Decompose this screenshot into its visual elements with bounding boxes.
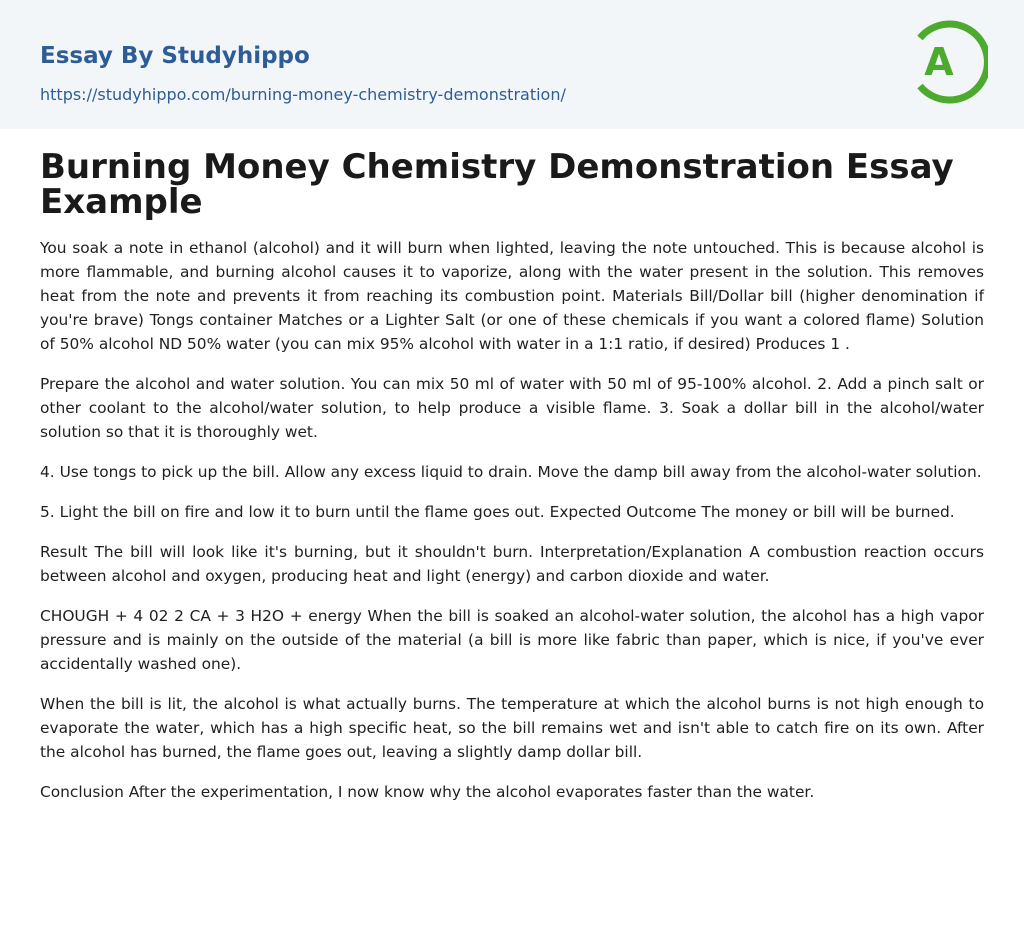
paragraph: You soak a note in ethanol (alcohol) and it will burn when lighted, leaving the note untouched. This is because alcohol is more flammable, and burning alcohol causes it to vaporize, along with the water present in the solution. This removes heat from the note and prevents it from reaching its combustion point. Materials Bill/Dollar bill (higher denomination if you're brave) Tongs container Matches or a Lighter Salt (or one of these chemicals if you want a colored flame) Solution of 50% alcohol ND 50% water (you can mix 95% alcohol with water in a 1:1 ratio, if desired) Produces 1 . (40, 239, 984, 353)
site-brand[interactable]: Essay By Studyhippo (40, 43, 310, 69)
studyhippo-logo[interactable] (912, 18, 988, 106)
paragraph: CHOUGH + 4 02 2 CA + 3 H2O + energy When the bill is soaked an alcohol-water solution, the alcohol has a high vapor pressure and is mainly on the outside of the material (a bill is more like fabric than paper, which is nice, if you've ever accidentally washed one). (40, 607, 984, 673)
logo-letter: A (924, 40, 954, 84)
paragraph: When the bill is lit, the alcohol is what actually burns. The temperature at which the alcohol burns is not high enough to evaporate the water, which has a high specific heat, so the bill remains wet and isn't able to catch fire on its own. After the alcohol has burned, the flame goes out, leaving a slightly damp dollar bill. (40, 695, 984, 761)
article-url-link[interactable]: https://studyhippo.com/burning-money-chemistry-demonstration/ (40, 85, 566, 104)
paragraph: Result The bill will look like it's burning, but it shouldn't burn. Interpretation/Explanation A combustion reaction occurs between alcohol and oxygen, producing heat and light (energy) and carbon dioxide and water. (40, 543, 984, 585)
paragraph: Conclusion After the experimentation, I now know why the alcohol evaporates faster than the water. (40, 783, 815, 801)
paragraph: Prepare the alcohol and water solution. You can mix 50 ml of water with 50 ml of 95-100% alcohol. 2. Add a pinch salt or other coolant to the alcohol/water solution, to help produce a visible flame. 3. Soak a dollar bill in the alcohol/water solution so that it is thoroughly wet. (40, 375, 984, 441)
paragraph: 4. Use tongs to pick up the bill. Allow any excess liquid to drain. Move the damp bill away from the alcohol-water solution. (40, 463, 982, 481)
essay-body (40, 236, 984, 820)
site-header (0, 0, 1024, 129)
page-title: Burning Money Chemistry Demonstration Essay Example (40, 147, 954, 222)
paragraph: 5. Light the bill on fire and low it to burn until the flame goes out. Expected Outcome The money or bill will be burned. (40, 503, 955, 521)
